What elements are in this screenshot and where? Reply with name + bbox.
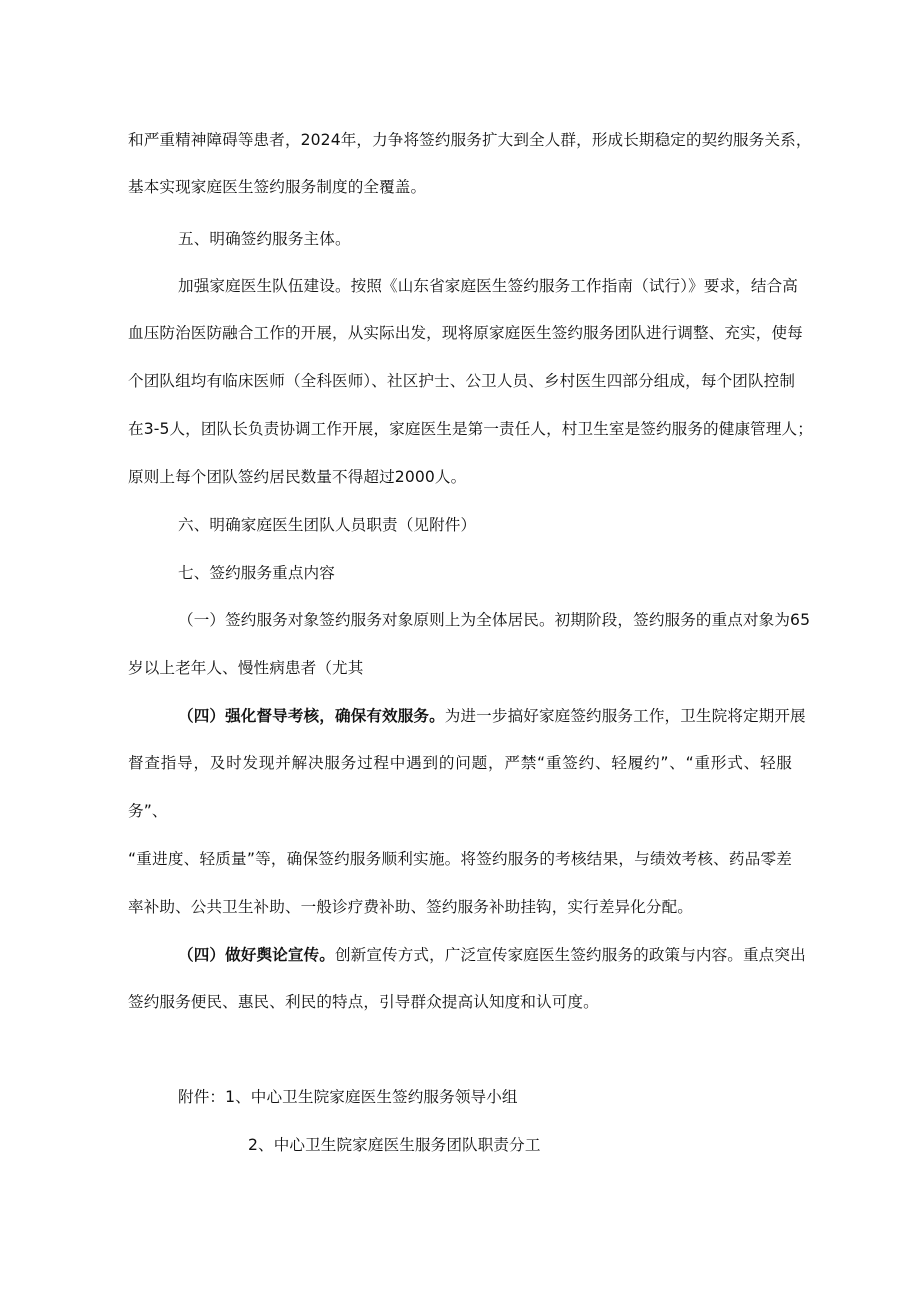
- paragraph-line: 岁以上老年人、慢性病患者（尤其: [128, 659, 364, 677]
- paragraph-line: （一）签约服务对象签约服务对象原则上为全体居民。初期阶段，签约服务的重点对象为65: [178, 611, 811, 629]
- subheading-bold: （四）做好舆论宣传。: [178, 946, 335, 964]
- paragraph-line: 督查指导，及时发现并解决服务过程中遇到的问题，严禁“重签约、轻履约”、“重形式、轻服: [128, 754, 792, 772]
- paragraph-line: 签约服务便民、惠民、利民的特点，引导群众提高认知度和认可度。: [128, 993, 599, 1011]
- paragraph-line: 务”、: [128, 802, 168, 820]
- paragraph-line: [178, 944, 806, 966]
- paragraph-line: 在3-5人，团队长负责协调工作开展，家庭医生是第一责任人，村卫生室是签约服务的健康管理人；: [128, 420, 813, 438]
- paragraph-line: 和严重精神障碍等患者，2024年，力争将签约服务扩大到全人群，形成长期稳定的契约服务关系，: [128, 131, 812, 149]
- paragraph-text: 创新宣传方式，广泛宣传家庭医生签约服务的政策与内容。重点突出: [334, 946, 806, 964]
- section-heading: 五、明确签约服务主体。: [178, 230, 351, 248]
- paragraph-line: [178, 705, 806, 727]
- paragraph-line: 个团队组均有临床医师（全科医师）、社区护士、公卫人员、乡村医生四部分组成，每个团队控制: [128, 372, 796, 390]
- attachment-item: 2、中心卫生院家庭医生服务团队职责分工: [248, 1136, 541, 1154]
- section-heading: 七、签约服务重点内容: [178, 564, 335, 582]
- paragraph-line: 原则上每个团队签约居民数量不得超过2000人。: [128, 468, 467, 486]
- paragraph-line: 血压防治医防融合工作的开展，从实际出发，现将原家庭医生签约服务团队进行调整、充实，使每: [128, 324, 803, 342]
- attachment-item: 附件：1、中心卫生院家庭医生签约服务领导小组: [178, 1088, 518, 1106]
- paragraph-line: 加强家庭医生队伍建设。按照《山东省家庭医生签约服务工作指南（试行）》要求，结合高: [178, 277, 798, 295]
- subheading-bold: （四）强化督导考核，确保有效服务。: [178, 707, 445, 725]
- paragraph-line: 基本实现家庭医生签约服务制度的全覆盖。: [128, 178, 427, 196]
- paragraph-line: “重进度、轻质量”等，确保签约服务顺利实施。将签约服务的考核结果，与绩效考核、药品零差: [128, 850, 792, 868]
- section-heading: 六、明确家庭医生团队人员职责（见附件）: [178, 516, 477, 534]
- paragraph-line: 率补助、公共卫生补助、一般诊疗费补助、签约服务补助挂钩，实行差异化分配。: [128, 898, 693, 916]
- paragraph-text: 为进一步搞好家庭签约服务工作，卫生院将定期开展: [444, 707, 806, 725]
